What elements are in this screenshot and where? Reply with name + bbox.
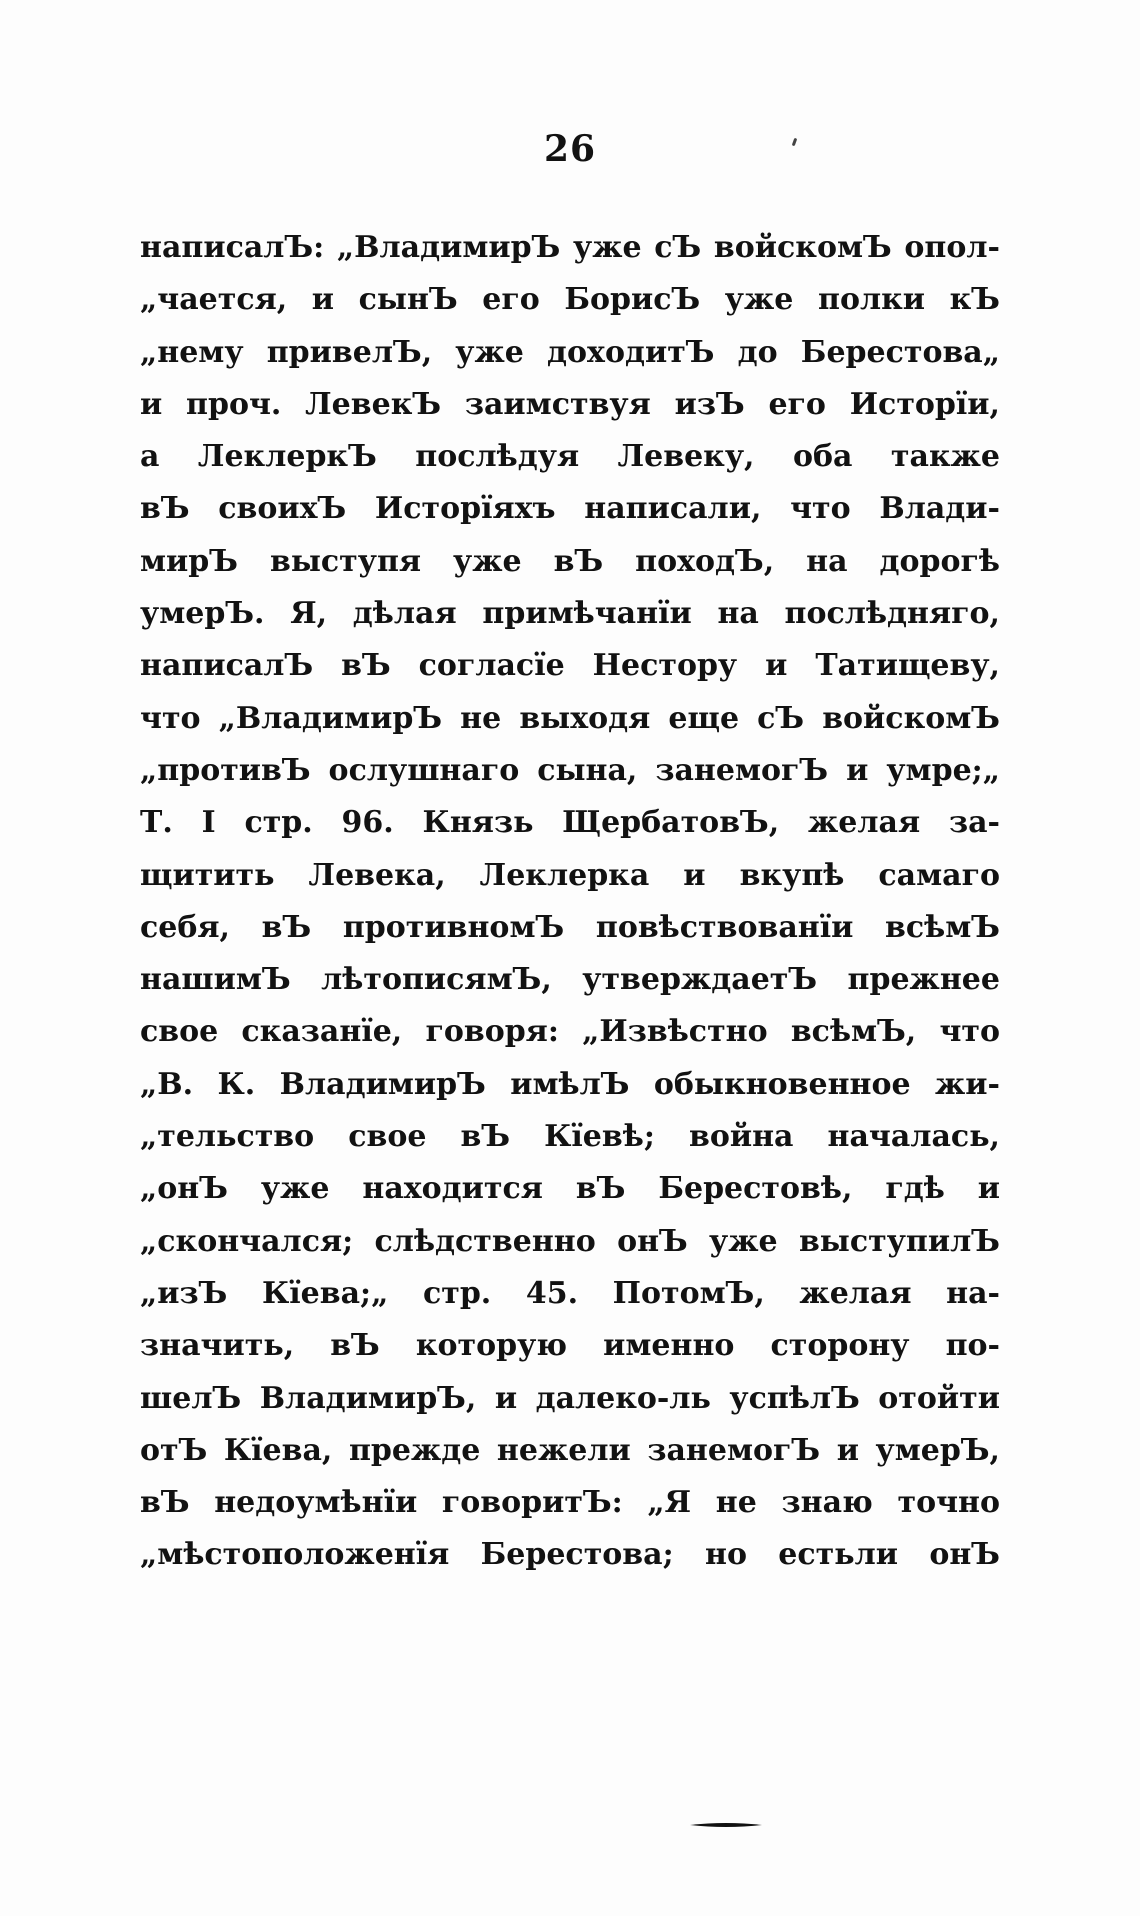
text-line: значить, вЪ которую именно сторону по- [140, 1328, 1000, 1364]
text-line: написалЪ вЪ согласїе Нестору и Татищеву, [140, 648, 1000, 684]
end-rule-ornament [690, 1822, 762, 1828]
text-line: Т. I стр. 96. Князь ЩербатовЪ, желая за- [140, 805, 1000, 841]
text-line: шелЪ ВладимирЪ, и далеко-ль успѣлЪ отойти [140, 1380, 1000, 1416]
text-line: вЪ недоумѣнїи говоритЪ: „Я не знаю точно [140, 1485, 1000, 1521]
text-line: „онЪ уже находится вЪ Берестовѣ, гдѣ и [140, 1171, 1000, 1207]
text-line: „мѣстоположенїя Берестова; но естьли онЪ [140, 1537, 1000, 1573]
text-line: „нему привелЪ, уже доходитЪ до Берестова„ [140, 334, 1000, 370]
text-line: написалЪ: „ВладимирЪ уже сЪ войскомЪ опол- [140, 230, 1000, 265]
text-line: отЪ Кїева, прежде нежели занемогЪ и умерЪ, [140, 1432, 1000, 1468]
text-line: „изЪ Кїева;„ стр. 45. ПотомЪ, желая на- [140, 1275, 1000, 1311]
text-line: что „ВладимирЪ не выходя еще сЪ войскомЪ [140, 700, 1000, 736]
text-line: а ЛеклеркЪ послѣдуя Левеку, оба также [140, 439, 1000, 475]
text-line: умерЪ. Я, дѣлая примѣчанїи на послѣдняго, [140, 596, 1000, 632]
text-line: вЪ своихЪ Исторїяхъ написали, что Влади- [140, 491, 1000, 527]
text-line: „противЪ ослушнаго сына, занемогЪ и умре;„ [140, 752, 1000, 788]
text-line: щитить Левека, Леклерка и вкупѣ самаго [140, 857, 1000, 893]
text-line: „скончался; слѣдственно онЪ уже выступилЪ [140, 1223, 1000, 1259]
text-line: и проч. ЛевекЪ заимствуя изЪ его Исторїи, [140, 386, 1000, 422]
page-number: 26 [543, 128, 597, 170]
text-line: себя, вЪ противномЪ повѣствованїи всѣмЪ [140, 909, 1000, 945]
text-line: „чается, и сынЪ его БорисЪ уже полки кЪ [140, 282, 1000, 318]
text-line: свое сказанїе, говоря: „Извѣстно всѣмЪ, что [140, 1014, 1000, 1050]
text-line: „В. К. ВладимирЪ имѣлЪ обыкновенное жи- [140, 1066, 1000, 1102]
text-line: мирЪ выступя уже вЪ походЪ, на дорогѣ [140, 543, 1000, 579]
text-line: „тельство свое вЪ Кїевѣ; война началась, [140, 1119, 1000, 1155]
text-line: нашимЪ лѣтописямЪ, утверждаетЪ прежнее [140, 962, 1000, 998]
body-text [140, 222, 1000, 1582]
